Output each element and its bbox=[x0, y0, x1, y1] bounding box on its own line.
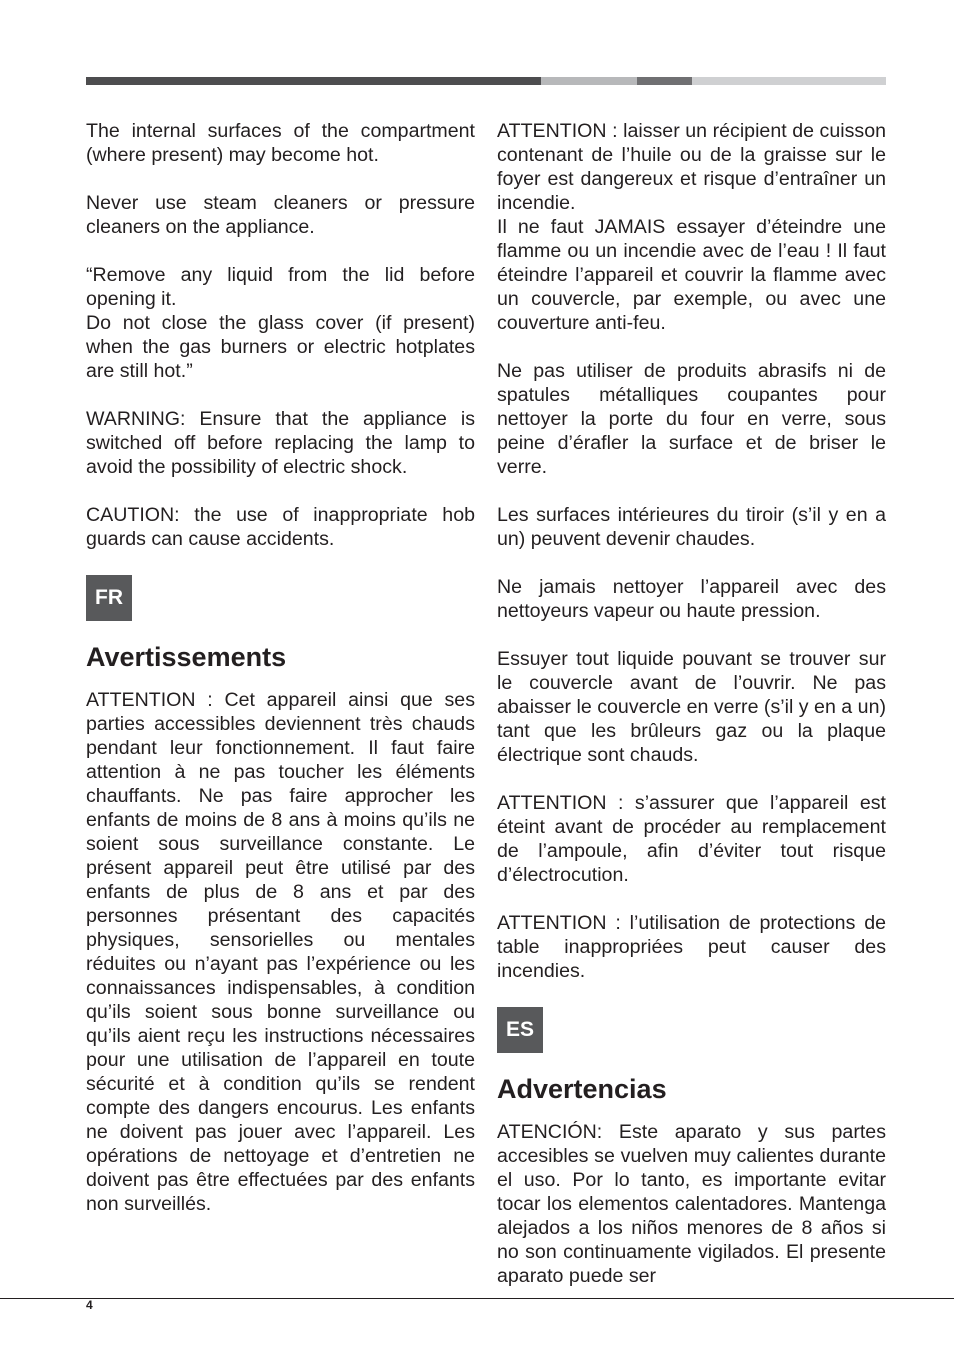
en-paragraph-hot-surfaces: The internal surfaces of the compartment (where present) may become hot. bbox=[86, 120, 475, 166]
fr-paragraph-drawer-hot: Les surfaces intérieures du tiroir (s’il y en a un) peuvent devenir chaudes. bbox=[497, 504, 886, 550]
section-title-es: Advertencias bbox=[497, 1074, 667, 1104]
fr-paragraph-abrasives: Ne pas utiliser de produits abrasifs ni de spatules métalliques coupantes pour nettoyer la porte du four en verre, sous peine d’érafler la surface et de briser le verre. bbox=[497, 360, 886, 478]
en-paragraph-steam-cleaners: Never use steam cleaners or pressure cleaners on the appliance. bbox=[86, 192, 475, 238]
header-bar-segment bbox=[541, 77, 637, 85]
fr-paragraph-lamp: ATTENTION : s’assurer que l’appareil est éteint avant de procéder au remplacement de l’ampoule, afin d’éviter tout risque d’électrocution. bbox=[497, 792, 886, 886]
fr-paragraph-hob-guards: ATTENTION : l’utilisation de protections de table inappropriées peut causer des incendies. bbox=[497, 912, 886, 982]
header-bar-segment bbox=[637, 77, 692, 85]
header-bar-segment bbox=[692, 77, 886, 85]
page-number: 4 bbox=[86, 1298, 93, 1312]
es-paragraph-atencion: ATENCIÓN: Este aparato y sus partes accesibles se vuelven muy calientes durante el uso. Por lo tanto, es importante evitar tocar los elementos calentadores. Mantenga alejados a los niños menores de 8 años si no son continuamente vigilados. El presente aparato puede ser bbox=[497, 1121, 886, 1287]
language-badge-fr: FR bbox=[86, 575, 132, 621]
footer-rule bbox=[0, 1298, 954, 1299]
fr-paragraph-lid: Essuyer tout liquide pouvant se trouver sur le couvercle avant de l’ouvrir. Ne pas abaisser le couvercle en verre (s’il y en a un) tant que les brûleurs gaz ou la plaque électrique sont chauds. bbox=[497, 648, 886, 766]
language-badge-es: ES bbox=[497, 1007, 543, 1053]
header-bar-segment bbox=[86, 77, 541, 85]
en-paragraph-lamp-warning: WARNING: Ensure that the appliance is switched off before replacing the lamp to avoid the possibility of electric shock. bbox=[86, 408, 475, 478]
en-paragraph-remove-liquid: “Remove any liquid from the lid before opening it. bbox=[86, 264, 475, 310]
fr-paragraph-oil-fire: ATTENTION : laisser un récipient de cuisson contenant de l’huile ou de la graisse sur le foyer est dangereux et risque d’entraîner un incendie. bbox=[497, 120, 886, 214]
en-paragraph-hob-guards: CAUTION: the use of inappropriate hob guards can cause accidents. bbox=[86, 504, 475, 550]
en-paragraph-glass-cover: Do not close the glass cover (if present) when the gas burners or electric hotplates are still hot.” bbox=[86, 312, 475, 382]
fr-paragraph-water-flame: Il ne faut JAMAIS essayer d’éteindre une flamme ou un incendie avec de l’eau ! Il faut éteindre l’appareil et couvrir la flamme avec un couvercle, par exemple, ou avec une couverture anti-feu. bbox=[497, 216, 886, 334]
fr-paragraph-attention: ATTENTION : Cet appareil ainsi que ses parties accessibles deviennent très chauds pendant leur fonctionnement. Il faut faire attention à ne pas toucher les éléments chauffants. Ne pas faire approcher les enfants de moins de 8 ans à moins qu’ils ne soient sous surveillance constante. Le présent appareil peut être utilisé par des enfants de plus de 8 ans et par des personnes présentant des capacités physiques, sensorielles ou mentales réduites ou n’ayant pas l’expérience ou les connaissances indispensables, à condition qu’ils soient sous bonne surveillance ou qu’ils aient reçu les instructions nécessaires pour une utilisation de l’appareil en toute sécurité et à condition qu’ils se rendent compte des dangers encourus. Les enfants ne doivent pas jouer avec l’appareil. Les opérations de nettoyage et d’entretien ne doivent pas être effectuées par des enfants non surveillés. bbox=[86, 689, 475, 1215]
fr-paragraph-steam: Ne jamais nettoyer l’appareil avec des nettoyeurs vapeur ou haute pression. bbox=[497, 576, 886, 622]
header-color-bar bbox=[86, 77, 886, 85]
right-column bbox=[497, 119, 886, 1312]
section-title-fr: Avertissements bbox=[86, 642, 287, 672]
left-column bbox=[86, 119, 475, 1240]
